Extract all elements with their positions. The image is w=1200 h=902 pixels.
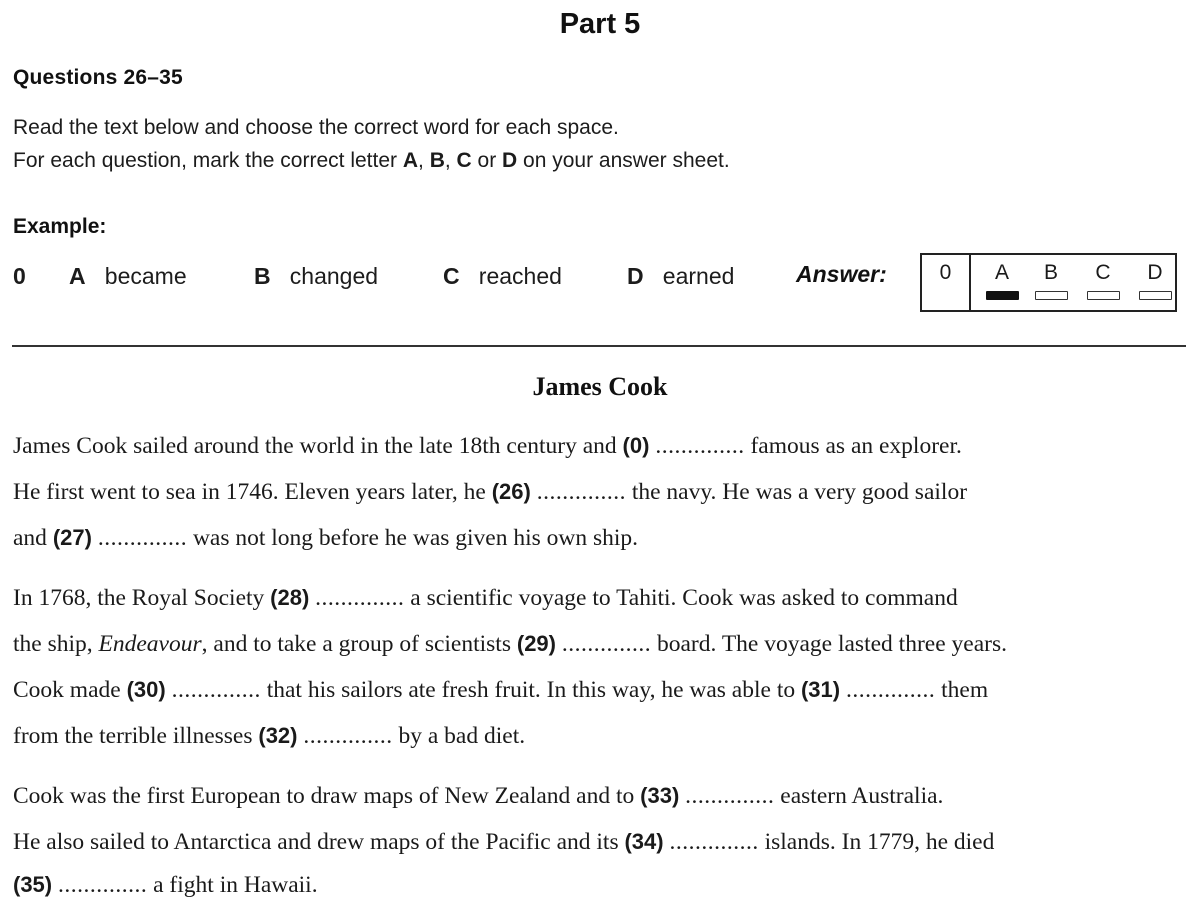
line-text: a scientific voyage to Tahiti. Cook was asked to command bbox=[404, 585, 958, 611]
line-text: famous as an explorer. bbox=[744, 433, 962, 459]
option-word: earned bbox=[662, 263, 735, 289]
passage-line bbox=[13, 783, 943, 810]
answer-label: Answer: bbox=[796, 261, 887, 287]
gap-blank: .............. bbox=[561, 631, 652, 657]
line-text: the ship, bbox=[13, 631, 99, 657]
letter-b: B bbox=[429, 149, 445, 172]
answer-box-question-number: 0 bbox=[939, 261, 952, 284]
instruction-text: For each question, mark the correct letter bbox=[13, 149, 403, 172]
questions-range-heading: Questions 26–35 bbox=[13, 66, 183, 89]
line-text: the navy. He was a very good sailor bbox=[625, 479, 968, 505]
line-text: was not long before he was given his own ship. bbox=[187, 525, 639, 551]
answer-bubble bbox=[1139, 291, 1172, 300]
passage-line bbox=[13, 631, 1007, 658]
answer-option-letter: C bbox=[1095, 261, 1111, 284]
instruction-separator: or bbox=[471, 149, 503, 172]
option-letter: D bbox=[627, 263, 644, 289]
part-title: Part 5 bbox=[559, 8, 641, 40]
passage-title: James Cook bbox=[532, 372, 668, 401]
option-word: changed bbox=[289, 263, 379, 289]
gap-blank: .............. bbox=[58, 872, 148, 898]
line-text: Cook made bbox=[13, 677, 127, 703]
gap-blank: .............. bbox=[315, 585, 405, 611]
line-text: from the terrible illnesses bbox=[13, 723, 259, 749]
answer-bubble bbox=[1035, 291, 1068, 300]
gap-number: (28) bbox=[270, 585, 310, 610]
example-option-a bbox=[69, 263, 187, 290]
passage-line bbox=[13, 723, 525, 750]
passage-line bbox=[13, 585, 958, 612]
answer-option-d bbox=[1135, 261, 1175, 300]
letter-a: A bbox=[402, 149, 419, 172]
instruction-separator: , bbox=[418, 149, 430, 172]
line-text: , and to take a group of scientists bbox=[201, 631, 517, 657]
line-text: He first went to sea in 1746. Eleven years later, he bbox=[13, 479, 492, 505]
answer-option-b bbox=[1031, 261, 1071, 300]
answer-box-divider bbox=[969, 255, 971, 310]
line-text: islands. In 1779, he died bbox=[758, 829, 995, 855]
gap-number: (30) bbox=[126, 677, 166, 702]
gap-blank: .............. bbox=[97, 525, 188, 551]
ship-name: Endeavour bbox=[98, 631, 202, 657]
line-text: eastern Australia. bbox=[774, 783, 944, 809]
line-text: board. The voyage lasted three years. bbox=[651, 631, 1007, 657]
passage-line bbox=[13, 872, 318, 899]
passage-line bbox=[13, 525, 638, 552]
answer-option-letter: D bbox=[1147, 261, 1163, 284]
passage-line bbox=[13, 433, 962, 460]
example-option-d bbox=[627, 263, 734, 290]
gap-number: (0) bbox=[622, 433, 650, 458]
option-word: became bbox=[104, 263, 187, 289]
answer-box bbox=[920, 253, 1177, 312]
instruction-line-2 bbox=[13, 149, 730, 173]
gap-blank: .............. bbox=[845, 677, 936, 703]
gap-blank: .............. bbox=[685, 783, 775, 809]
gap-number: (26) bbox=[491, 479, 531, 504]
answer-option-c bbox=[1083, 261, 1123, 300]
passage-line bbox=[13, 829, 994, 856]
line-text: James Cook sailed around the world in the late 18th century and bbox=[13, 433, 623, 459]
answer-bubble-filled bbox=[986, 291, 1019, 300]
line-text: He also sailed to Antarctica and drew maps of the Pacific and its bbox=[13, 829, 625, 855]
option-letter: C bbox=[443, 263, 460, 289]
passage-line bbox=[13, 677, 988, 704]
gap-blank: .............. bbox=[655, 433, 745, 459]
gap-blank: .............. bbox=[536, 479, 626, 505]
instruction-separator: , bbox=[444, 149, 457, 172]
answer-bubble bbox=[1087, 291, 1120, 300]
answer-option-letter: B bbox=[1043, 261, 1058, 284]
line-text: that his sailors ate fresh fruit. In this way, he was able to bbox=[260, 677, 801, 703]
option-word: reached bbox=[478, 263, 562, 289]
line-text: and bbox=[13, 525, 53, 551]
line-text: Cook was the first European to draw maps of New Zealand and to bbox=[13, 783, 641, 809]
gap-blank: .............. bbox=[171, 677, 261, 703]
line-text: them bbox=[935, 677, 989, 703]
answer-option-letter: A bbox=[994, 261, 1009, 284]
letter-d: D bbox=[502, 149, 518, 172]
gap-number: (34) bbox=[624, 829, 664, 854]
gap-number: (32) bbox=[258, 723, 298, 748]
example-label: Example: bbox=[13, 215, 107, 238]
line-text: a fight in Hawaii. bbox=[147, 872, 318, 898]
line-text: by a bad diet. bbox=[392, 723, 526, 749]
option-letter: B bbox=[254, 263, 271, 289]
gap-number: (33) bbox=[640, 783, 680, 808]
example-option-c bbox=[443, 263, 562, 290]
gap-number: (31) bbox=[800, 677, 841, 702]
section-divider bbox=[12, 345, 1186, 347]
gap-blank: .............. bbox=[303, 723, 393, 749]
gap-blank: .............. bbox=[669, 829, 759, 855]
gap-number: (27) bbox=[52, 525, 92, 550]
passage-line bbox=[13, 479, 967, 506]
letter-c: C bbox=[456, 149, 472, 172]
answer-option-a bbox=[982, 261, 1022, 300]
gap-number: (29) bbox=[516, 631, 556, 656]
instruction-line-1: Read the text below and choose the correct word for each space. bbox=[13, 116, 619, 139]
option-letter: A bbox=[69, 263, 86, 289]
example-option-b bbox=[254, 263, 378, 290]
gap-number: (35) bbox=[13, 872, 53, 897]
example-number: 0 bbox=[13, 263, 26, 289]
line-text: In 1768, the Royal Society bbox=[13, 585, 271, 611]
instruction-text: on your answer sheet. bbox=[517, 149, 730, 172]
